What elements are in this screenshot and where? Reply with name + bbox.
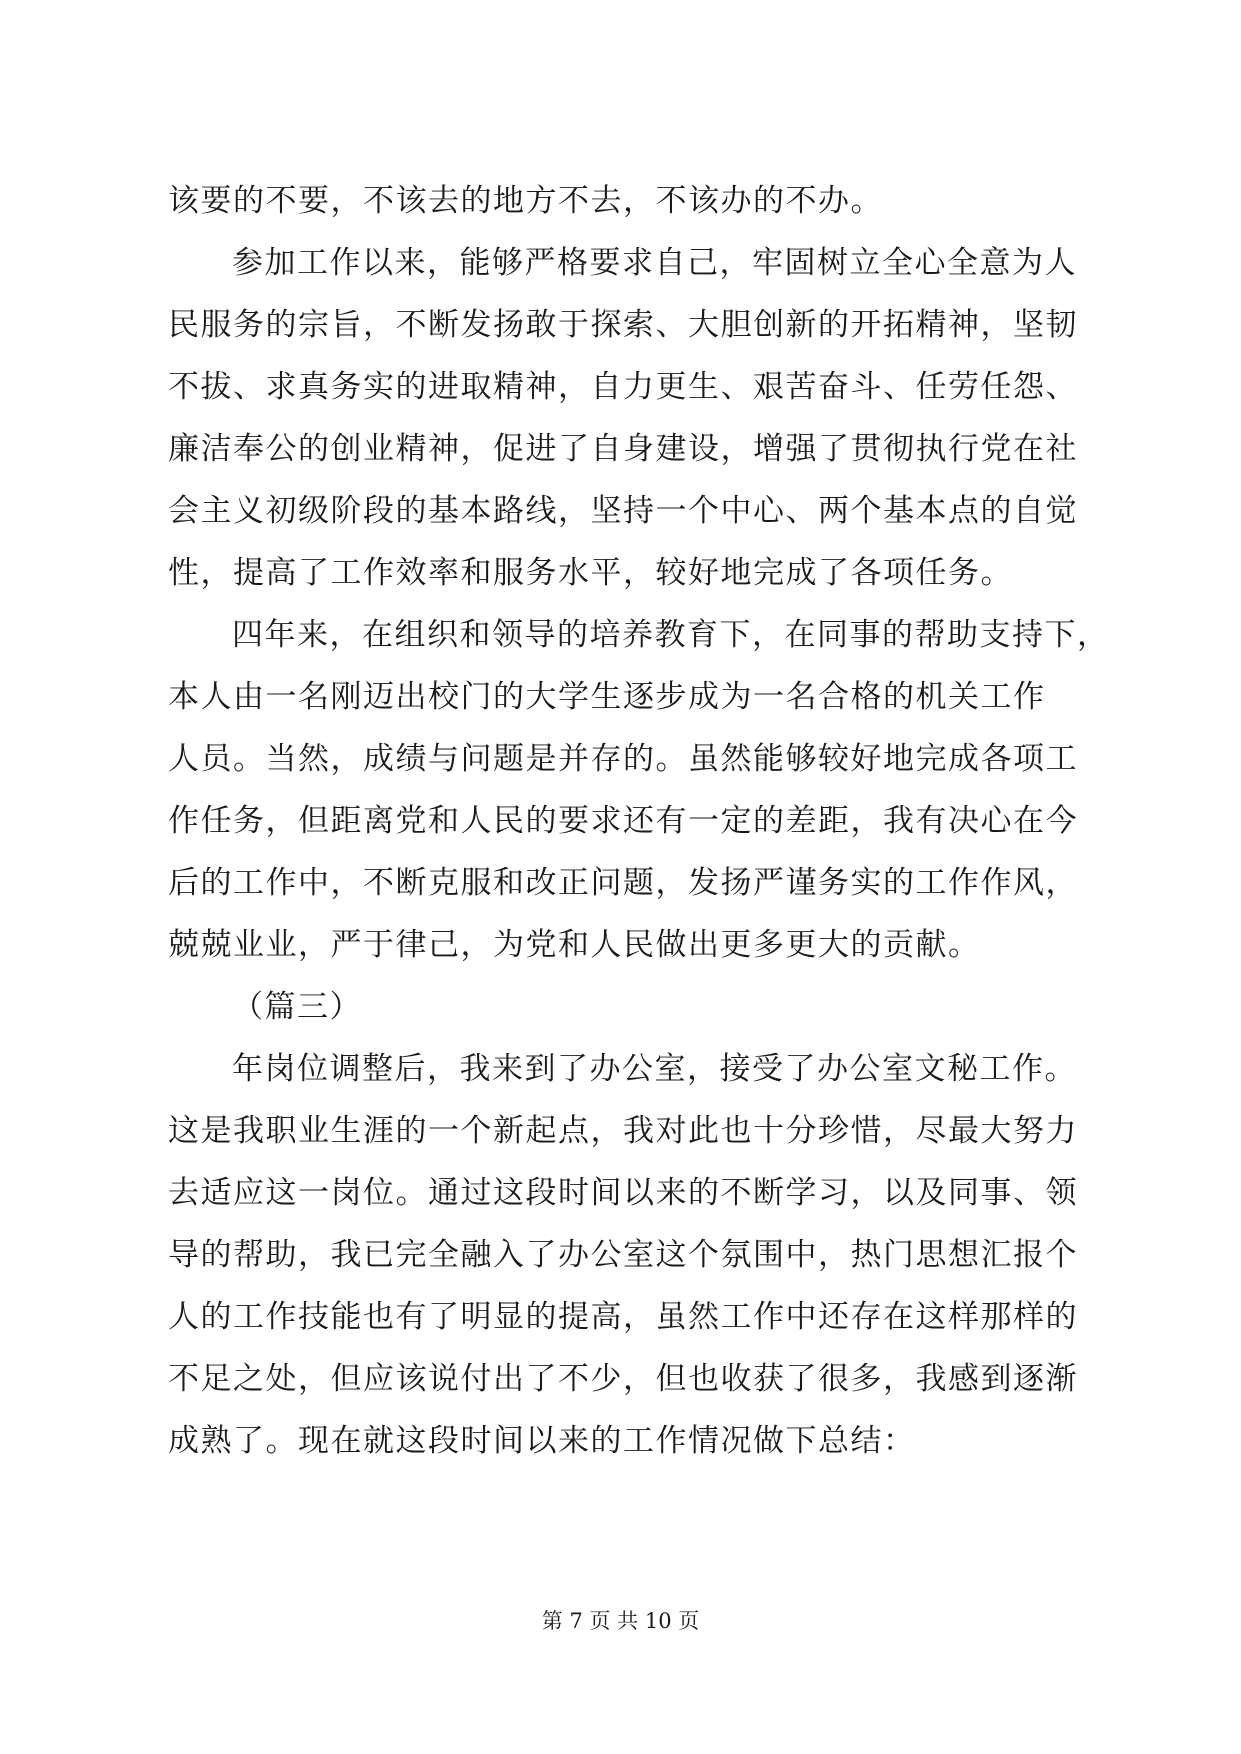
text-line: 成熟了。现在就这段时间以来的工作情况做下总结： [168,1423,916,1459]
text-line: 不足之处，但应该说付出了不少，但也收获了很多，我感到逐渐 [168,1361,1078,1397]
text-line: 去适应这一岗位。通过这段时间以来的不断学习，以及同事、领 [168,1175,1078,1211]
text-line: 人的工作技能也有了明显的提高，虽然工作中还存在这样那样的 [168,1299,1078,1335]
text-line: 兢兢业业，严于律己，为党和人民做出更多更大的贡献。 [168,927,981,963]
page-number-label: 第 7 页 共 10 页 [541,1609,700,1633]
text-line: 作任务，但距离党和人民的要求还有一定的差距，我有决心在今 [168,803,1078,839]
text-line: 参加工作以来，能够严格要求自己，牢固树立全心全意为人 [232,245,1077,281]
text-line: 不拔、求真务实的进取精神，自力更生、艰苦奋斗、任劳任怨、 [168,369,1078,405]
text-line: 四年来，在组织和领导的培养教育下，在同事的帮助支持下， [232,617,1110,653]
page-footer [0,1606,1241,1636]
text-line: 廉洁奉公的创业精神，促进了自身建设，增强了贯彻执行党在社 [168,431,1078,467]
text-line: 人员。当然，成绩与问题是并存的。虽然能够较好地完成各项工 [168,741,1078,777]
text-line: 这是我职业生涯的一个新起点，我对此也十分珍惜，尽最大努力 [168,1113,1078,1149]
text-line: 该要的不要，不该去的地方不去，不该办的不办。 [168,183,883,219]
text-line: 导的帮助，我已完全融入了办公室这个氛围中，热门思想汇报个 [168,1237,1078,1273]
text-line: 会主义初级阶段的基本路线，坚持一个中心、两个基本点的自觉 [168,493,1078,529]
text-line: 民服务的宗旨，不断发扬敢于探索、大胆创新的开拓精神，坚韧 [168,307,1078,343]
document-body [168,170,1110,1472]
text-line: 本人由一名刚迈出校门的大学生逐步成为一名合格的机关工作 [168,679,1046,715]
text-line: 后的工作中，不断克服和改正问题，发扬严谨务实的工作作风， [168,865,1078,901]
section-heading: （篇三） [232,989,362,1025]
text-line: 年岗位调整后，我来到了办公室，接受了办公室文秘工作。 [232,1051,1077,1087]
text-line: 性，提高了工作效率和服务水平，较好地完成了各项任务。 [168,555,1013,591]
